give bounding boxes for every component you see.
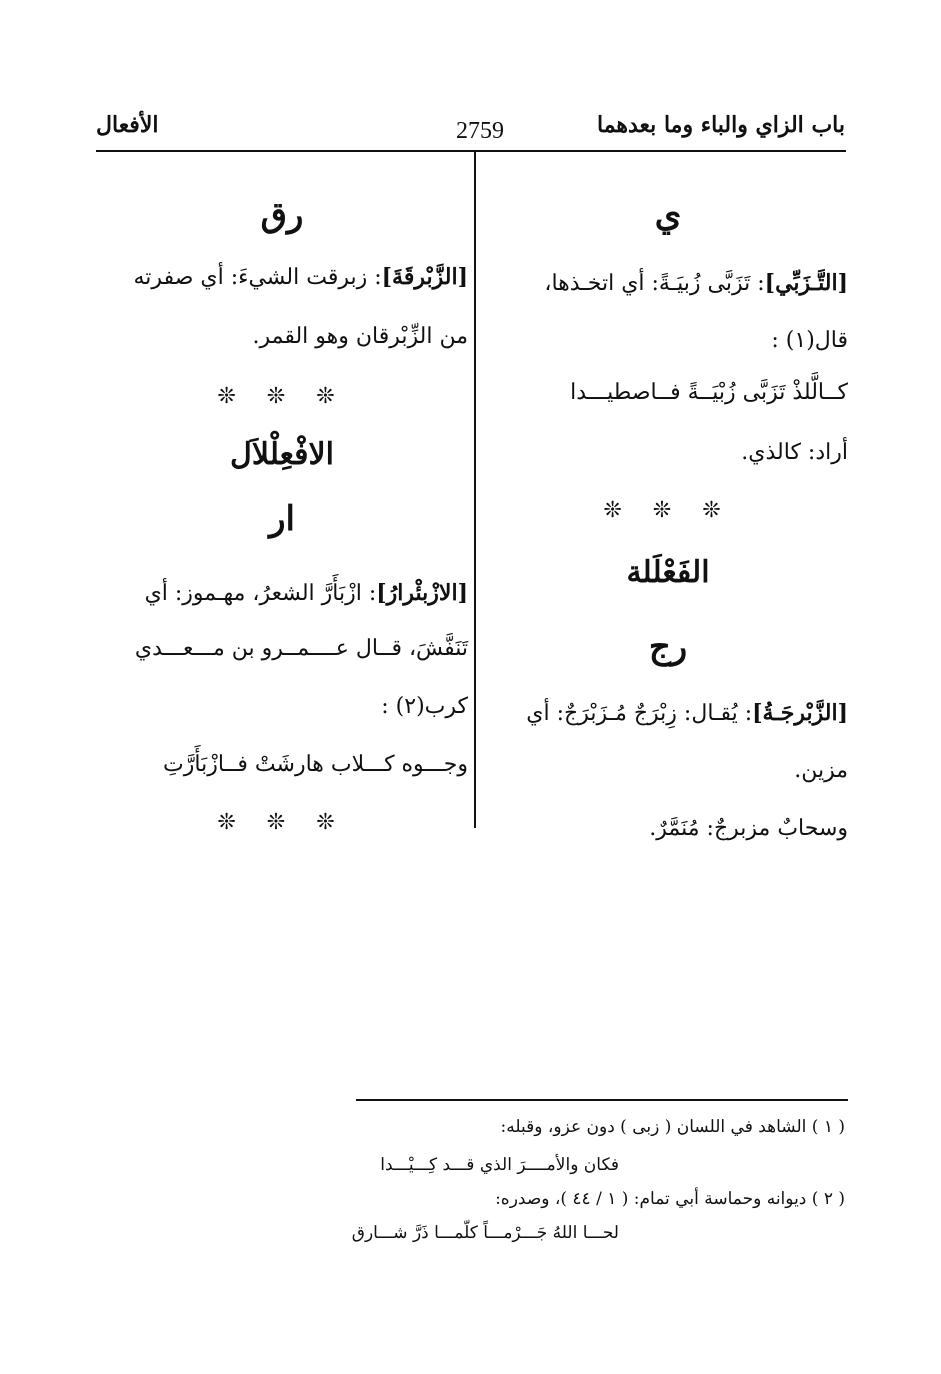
entry-line: قال(١) : (771, 328, 848, 353)
footnote-rule (356, 1099, 848, 1101)
entry-term: [التَّـزَبِّي] (764, 270, 848, 296)
root-heading: رج (648, 627, 688, 667)
entry-text: : تَزَبَّى زُبيَـةً: أي اتخـذها، (544, 271, 765, 296)
page-number: 2759 (456, 118, 504, 144)
entry-text: : ازْبَأَرَّ الشعرُ، مهـموز: أي (144, 581, 377, 606)
running-head-title: باب الزاي والباء وما بعدهما (596, 112, 845, 138)
verse-line: كــالَّلذْ تَزَبَّى زُبْيَــةً فــاصطيـــدا (570, 380, 848, 405)
entry-line: مزين. (794, 758, 848, 783)
root-heading: ار (269, 499, 295, 539)
footnote-2: ( ٢ ) ديوانه وحماسة أبي تمام: ( ١ / ٤٤ )، وصدره: (495, 1189, 845, 1209)
entry-line: أراد: كالذي. (741, 440, 848, 465)
section-separator: ❊ ❊ ❊ (217, 810, 347, 835)
entry-line (134, 262, 468, 293)
entry-text: : زبرقت الشيءَ: أي صفرته (133, 265, 382, 290)
section-heading: الافْعِلْلاَل (230, 437, 334, 472)
entry-line: كرب(٢) : (381, 694, 468, 719)
left-column (96, 0, 468, 900)
entry-term: [الزَّبْرجَـةُ] (752, 700, 848, 726)
entry-line: وسحابٌ مزبرجٌ: مُنَمَّرٌ. (649, 816, 848, 841)
footnote-2-verse: لحـــا اللهُ جَـــرْمـــاً كلّمـــا ذَرَّ شـــارق (351, 1223, 619, 1243)
entry-line (544, 268, 848, 299)
entry-line: من الزِّبْرقان وهو القمر. (252, 324, 468, 349)
entry-text: : يُقـال: زِبْرَجٌ مُـزَبْرَجٌ: أي (526, 701, 753, 726)
footnote-1: ( ١ ) الشاهد في اللسان ( زبى ) دون عزو، وقبله: (500, 1117, 845, 1137)
entry-line (145, 578, 468, 609)
right-column (488, 0, 848, 900)
section-heading: الفَعْلَلة (626, 555, 710, 590)
entry-line: تَنَفَّشَ، قــال عــــمــرو بن مـــعـــدي (134, 636, 468, 661)
entry-line (526, 698, 848, 729)
root-heading: رق (260, 195, 304, 235)
root-heading: ي (654, 195, 682, 235)
section-separator: ❊ ❊ ❊ (217, 384, 347, 409)
running-head-section: الأفعال (96, 112, 159, 138)
entry-term: [الزَّبْرقَةَ] (381, 264, 468, 290)
entry-term: [الازْبئْرارُ] (376, 580, 468, 606)
column-divider (474, 152, 476, 828)
verse-line: وجـــوه كـــلاب هارشَتْ فــازْبَأَرَّتِ (163, 752, 468, 777)
footnote-1-verse: فكان والأمــــرَ الذي قـــد كِـــيْـــدا (380, 1155, 619, 1175)
section-separator: ❊ ❊ ❊ (603, 498, 733, 523)
